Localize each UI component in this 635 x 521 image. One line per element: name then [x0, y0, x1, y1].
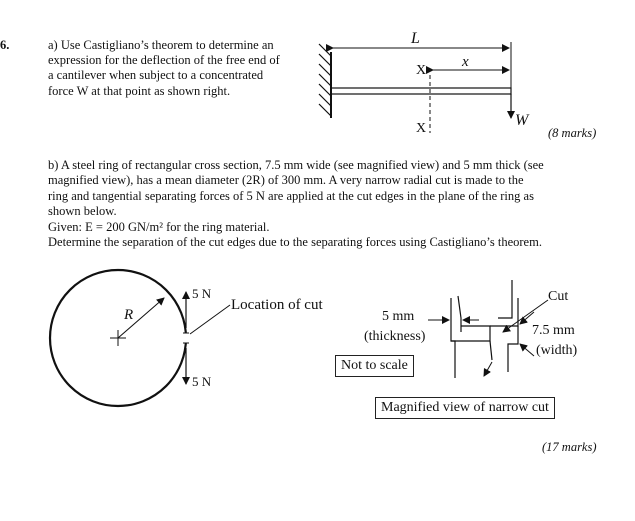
part-b-line-1: b) A steel ring of rectangular cross section, 7.5 mm wide (see magnified view) and 5 mm thick (see — [48, 158, 544, 172]
part-b-line-6: Determine the separation of the cut edges due to the separating forces using Castigliano’s theorem. — [48, 235, 542, 249]
label-L: L — [411, 30, 420, 47]
ring-figure — [50, 270, 323, 406]
part-a-marks: (8 marks) — [548, 126, 597, 140]
part-a-line-2: expression for the deflection of the free end of — [48, 53, 280, 67]
part-a-line-3: a cantilever when subject to a concentrated — [48, 68, 264, 82]
cantilever-figure — [319, 30, 530, 136]
width-arrow-bottom — [520, 344, 534, 356]
part-b-line-2: magnified view), has a mean diameter (2R) of 300 mm. A very narrow radial cut is made to the — [48, 173, 524, 187]
width-value: 7.5 mm — [532, 323, 575, 338]
part-a-line-1: a) Use Castigliano’s theorem to determine an — [48, 38, 274, 52]
part-b-line-5: Given: E = 200 GN/m² for the ring material. — [48, 220, 270, 234]
cut-leader-line — [190, 305, 230, 334]
magnified-view-caption: Magnified view of narrow cut — [375, 397, 555, 419]
thickness-value: 5 mm — [382, 309, 415, 324]
force-label-bottom: 5 N — [192, 374, 212, 389]
lower-width-arrow — [484, 362, 492, 376]
section-label-top: X — [416, 63, 427, 78]
beam — [331, 88, 511, 94]
part-b-marks: (17 marks) — [542, 440, 597, 454]
cut-gap — [183, 333, 189, 343]
question-number: 6. — [0, 38, 10, 52]
section-label-bottom: X — [416, 121, 427, 136]
thickness-label: (thickness) — [364, 329, 426, 344]
cut-label: Cut — [548, 289, 569, 304]
wall-hatching — [319, 44, 331, 116]
width-label: (width) — [536, 343, 578, 358]
not-to-scale-box: Not to scale — [335, 355, 414, 377]
label-x: x — [462, 54, 469, 70]
label-W: W — [515, 112, 529, 129]
part-b-line-3: ring and tangential separating forces of 5 N are applied at the cut edges in the plane of the ring as — [48, 189, 534, 203]
label-R: R — [124, 307, 134, 323]
part-b-line-4: shown below. — [48, 204, 117, 218]
part-a-line-4: force W at that point as shown right. — [48, 84, 231, 98]
location-of-cut-label: Location of cut — [231, 297, 323, 313]
force-label-top: 5 N — [192, 286, 212, 301]
